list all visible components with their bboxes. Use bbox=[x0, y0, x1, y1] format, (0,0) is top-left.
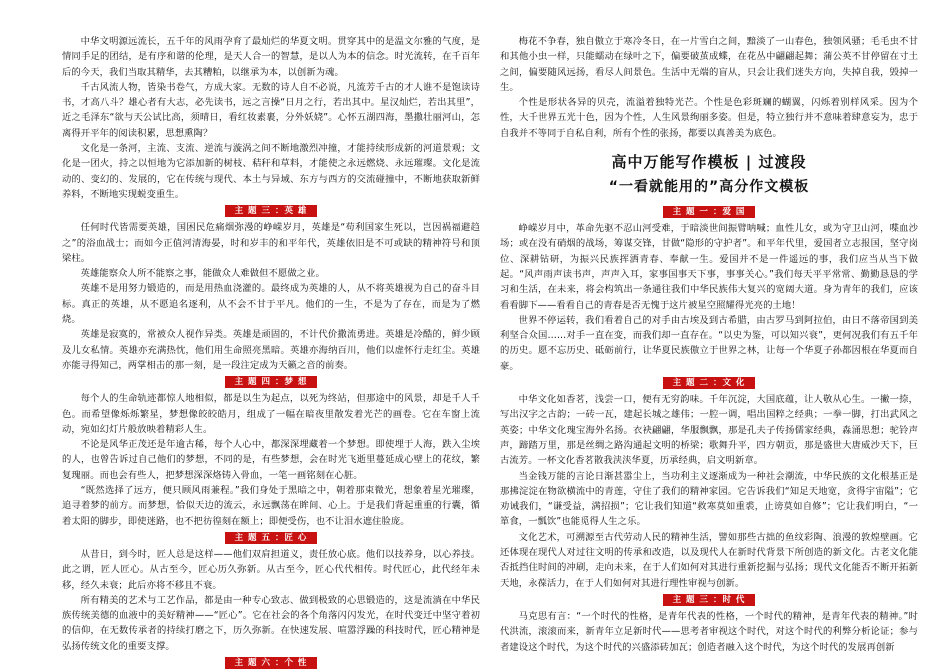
left-column bbox=[62, 34, 480, 672]
paragraph: “既然选择了远方，便只顾风雨兼程。”我们身处于黑暗之中，朝着那束微光，想象着星光璀璨，追寻着梦的前方。而梦想，恰似天边的流云，永远飘荡在眸间、心上。于是我们背起重重的行囊，循着太阳的脚步，即使迷路，也不把彷徨刻在额上；即便受伤，也不让泪水遮住脸庞。 bbox=[62, 485, 480, 527]
paragraph: 中华文明源远流长，五千年的风雨孕育了最灿烂的华夏文明。贯穿其中的是温文尔雅的气度，是情同手足的团结，是有序和谐的伦理，是天人合一的智慧，是以人为本的信念。时光流转，在千百年后的今天，我们当取其精华，去其糟粕，以继承为本，以创新为魂。 bbox=[62, 36, 480, 78]
paragraph: 英雄能察众人所不能察之事，能做众人难做但不愿做之业。 bbox=[80, 268, 325, 280]
paragraph: 个性是形状各异的贝壳，流溢着独特光芒。个性是色彩斑斓的蝴翼，闪烁着别样风采。因为个性，大千世界五光十色，因为个性，人生风景绚丽多姿。但是，特立独行并不意味着肆意妄为，忠于自我并不等同于自私自利，所有个性的张扬，都要以真善美为底色。 bbox=[500, 97, 918, 139]
paragraph: 任何时代皆需要英雄，国困民危痛烟弥漫的峥嵘岁月，英雄是“苟利国家生死以，岂因祸福避趋之”的浴血战士；而如今正值河清海晏，时和岁丰的和平年代，英雄依旧是不可或缺的精神符号和顶梁柱。 bbox=[62, 222, 480, 264]
section-banner-patriotism: 主 题 一 ：爱 国 bbox=[663, 206, 755, 218]
template-title: 高中万能写作模板 | 过渡段 bbox=[611, 153, 807, 172]
template-subtitle: “一看就能用的”高分作文模板 bbox=[608, 179, 810, 196]
paragraph: 英雄不是用努力锻造的，而是用热血浇灌的。最终成为英雄的人，从不将英雄视为自己的奋斗目标。真正的英雄，从不愿追名逐利，从不会不甘于平凡。他们的一生，不是为了存在，而是为了燃烧。 bbox=[62, 283, 480, 326]
paragraph: 文化艺术，可溯源至古代劳动人民的精神生活，譬如那些古拙的鱼纹彩陶、浪漫的敦煌壁画。它还体现在现代人对过往文明的传承和改造，以及现代人在新时代背景下所创造的新文化。古老文化能否抵挡住时间的冲刷，走向未来，在于人们如何对其进行重新挖掘与弘扬；现代文化能否不断开拓新天地，永葆活力，在于人们如何对其进行理性审视与创新。 bbox=[500, 531, 918, 589]
paragraph: 不论是风华正茂还是年逾古稀，每个人心中，都深深埋藏着一个梦想。即使埋于人海，跌入尘埃的人，也曾告诉过自己他们的梦想，不同的是，有些梦想，会在时光飞逝里蔓延成心壁上的花纹，繁复瑰丽。而也会有些人，把梦想深深烙铸入骨血，一笔一画铭刻在心脏。 bbox=[62, 439, 480, 481]
right-column bbox=[500, 34, 918, 655]
paragraph: 每个人的生命轨迹都惊人地相似，都是以生为起点，以死为终站，但那途中的风景，却是千人千色。而希望像烁烁繁星，梦想像皎皎皓月，组成了一幅在暗夜里散发着光芒的画卷。它在车窗上流动，宛如幻灯片般放映着精彩人生。 bbox=[62, 393, 480, 435]
section-banner-hero: 主 题 三 ：英 雄 bbox=[225, 205, 317, 217]
paragraph: 马克思有言：“一个时代的性格，是青年代表的性格，一个时代的精神，是青年代表的精神。”时代洪流，滚滚而来，新青年立足新时代——思考者审视这个时代，对这个时代的利弊分析论证；参与者建设这个时代，为这个时代的兴盛添砖加瓦；创造者融入这个时代，为这个时代的发展再创新 bbox=[500, 610, 918, 653]
paragraph: 世界不停运转，我们看着自己的对手由古埃及到古希腊，由古罗马到阿拉伯，由日不落帝国到美利坚合众国……对手一直在变，而我们却一直存在。“以史为鉴，可以知兴衰”，更何况我们有五千年的历史。愿不忘历史、砥砺前行，让华夏民族傲立于世界之林，让每一个华夏子孙都因根在华夏而自豪。 bbox=[500, 314, 918, 372]
section-banner-craftsmanship: 主 题 五 ：匠 心 bbox=[225, 532, 317, 544]
paragraph: 中华文化如香茗，浅尝一口，便有无穷韵味。千年沉淀，大国底蕴，让人敬从心生。一撇一捺，写出汉字之古韵；一砖一瓦，建起长城之雄伟；一腔一调，唱出国粹之经典；一拳一脚，打出武风之英姿；中华文化瑰宝海外名扬。衣袂翩翩，华服飘飘，那是孔夫子传扬儒家经典，淼涌思想；驼铃声声，蹄踏万里，那是丝绸之路沟通起文明的桥梁；歌舞升平，四方朝贡，那是盛世大唐威沙天下，巨古流芳。一杯文化香茗散我浃浃华夏，历承经典，启文明新章。 bbox=[500, 394, 918, 467]
paragraph: 从昔日，到今时，匠人总是这样——他们双肩担道义，责任放心底。他们以技养身，以心养技。此之谓，匠人匠心。从古至今，匠心历久弥新。从古至今，匠心代代相传。时代匠心，此代经年未移，经久未衰；此后亦将不移且不衰。 bbox=[62, 548, 480, 591]
paragraph: 文化是一条河，主流、支流、逆流与漩涡之间不断地激烈冲撞，才能持续形成新的河道景观；文化是一团火，持之以恒地为它添加新的树枝、秸秆和草料，才能使之永远燃烧、永远璀璨。文化是流动的、变幻的、发展的，它在传统与现代、本土与异域、东方与西方的交流碰撞中，不断地获取新鲜养料，不断地实现蜕变重生。 bbox=[62, 143, 480, 200]
paragraph: 所有精美的艺术与工艺作品，都是由一种专心致志、做到极致的心思锻造的，这是流淌在中华民族传统美德的血液中的美好精神——“匠心”。它在社会的各个角落闪闪发光，在时代变迁中坚守着初的信仰，在无数传承者的持续打磨之下，历久弥新。在快速发展、喧嚣浮躁的科技时代，匠心精神是弘扬传统文化的重要支撑。 bbox=[62, 594, 480, 652]
paragraph: 梅花不争春，独自傲立于寒冷冬日，在一片雪白之间，黯淡了一山春色，独领风骚；毛毛虫不甘和其他小虫一样，只能蠕动在绿叶之下，偏要破茧成蝶，在花丛中翩翩起舞；蒲公英不甘停留在寸土之间，偏要随风远扬，看尽人间景色。生活中无端的盲从，只会让我们迷失方向，失掉自我，毁掉一生。 bbox=[500, 36, 918, 93]
paragraph: 英雄是寂寞的，常被众人视作异类。英雄是顽固的，不计代价撒流勇进。英雄是冷酷的，鲜少顾及儿女私情。英雄亦充满热忱，他们用生命照亮黑暗。英雄亦海纳百川，他们以虚怀行走红尘。英雄亦能寻得知己，两掌相击的那一刻，是一段注定成为天籁之音的前奏。 bbox=[62, 329, 480, 371]
paragraph: 当金钱万能的言论日渐甚嚣尘上，当功利主义逐渐成为一种社会潮流，中华民族的文化根基正是那拂淀淀在物欲横流中的青莲，守住了我们的精神家园。它告诉我们“知足天地宽，贪得宇宙隘”；它劝诫我们，“谦受益，满招损”；它让我们知道“救寒莫如重裘，止谤莫如自修”；它让我们明白，“一箪食，一瓢饮”也能觅得人生之乐。 bbox=[500, 470, 918, 528]
paragraph: 千古风流人物，皆染书卷气，方成大家。无数的诗人自不必说，凡流芳千古的才人谁不是饱读诗书，才高八斗？雄心者有大志，必先读书，远之言操“日月之行，若出其中。星汉灿烂，若出其里”，近之毛泽东“欲与天公试比高，须晴日，看红妆素裹，分外妖娆”。心怀五湖四海，墨撒壮丽河山，怎离得开平年的阅读积累，思想熏陶？ bbox=[62, 81, 480, 139]
section-banner-culture: 主 题 二 ：文 化 bbox=[663, 377, 755, 389]
section-banner-dream: 主 题 四 ：梦 想 bbox=[225, 376, 317, 388]
section-banner-era: 主 题 三 ：时 代 bbox=[663, 594, 755, 606]
paragraph: 峥嵘岁月中，革命先驱不忍山河受难，于暗淡世间振臂呐喊；血性儿女，或为守卫山河，喋血沙场；或在没有硝烟的战场，筹谋交锋，甘做“隐形的守护者”。和平年代里，爱国者立志报国，坚守岗位、深耕钻研，为振兴民族挥洒青春、奉献一生。爱国并不是一件遥远的事，我们应当从当下做起。“风声雨声读书声，声声入耳，家事国事天下事，事事关心。”我们每天平平常常、勤勤恳恳的学习和生活，在未来，将会构筑出一条通往我们中华民族伟大复兴的宽阔大道。身为青年的我们，应该看看脚下——看看自己的青春是否无愧于这片被星空照耀得光亮的土地！ bbox=[500, 223, 918, 311]
section-banner-individuality: 主 题 六 ：个 性 bbox=[225, 657, 317, 669]
